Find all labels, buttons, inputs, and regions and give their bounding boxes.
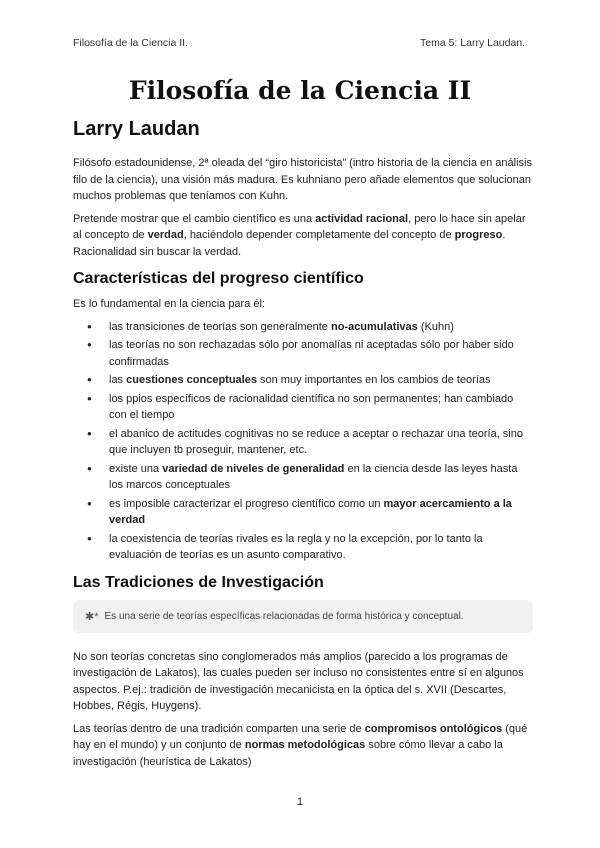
page-number: 1 [296, 796, 304, 808]
emphasis-text: verdad [147, 229, 184, 241]
page-content [73, 118, 533, 776]
list-item: ● es imposible caracterizar el progreso científico como un mayor acercamiento a la verdad [73, 496, 533, 529]
list-item: ● las teorías no son rechazadas sólo por anomalías ni aceptadas sólo por haber sido confirmadas [73, 337, 533, 370]
list-item: ● existe una variedad de niveles de generalidad en la ciencia desde las leyes hasta los marcos conceptuales [73, 461, 533, 494]
asterisk-icon: ✱* [85, 610, 99, 623]
list-item: ● el abanico de actitudes cognitivas no se reduce a aceptar o rechazar una teoría, sino que incluyen tb proseguir, mantener, etc. [73, 426, 533, 459]
running-header-left: Filosofía de la Ciencia II. [73, 37, 188, 49]
emphasis-text: no-acumulativas [330, 320, 418, 333]
running-header-right: Tema 5: Larry Laudan. [420, 37, 526, 49]
intro-paragraph-2: Pretende mostrar que el cambio científico es una actividad racional, pero lo hace sin apelar al concepto de verdad, haciéndolo depender completamente del concepto de progreso. Racionalidad sin buscar la verdad. [73, 212, 526, 258]
traditions-paragraph-1: No son teorías concretas sino conglomerados más amplios (parecido a los programas de investigación de Lakatos), las cuales pueden ser incluso no consistentes entre sí en algunos aspectos. P.ej.: tradición de investigación mecanicista en la óptica del s. XVII (Descartes, Hobbes, Régis, Huygens). [73, 650, 524, 712]
progress-lead: Es lo fundamental en la ciencia para él: [73, 298, 266, 310]
list-item: ● los ppios específicos de racionalidad científica no son permanentes; han cambiado con el tiempo [73, 391, 533, 424]
traditions-heading: Las Tradiciones de Investigación [73, 573, 324, 591]
emphasis-text: cuestiones conceptuales [126, 374, 257, 386]
traditions-paragraph-2: Las teorías dentro de una tradición comparten una serie de compromisos ontológicos (qué hay en el mundo) y un conjunto de normas metodológicas sobre cómo llevar a cabo la investigación (heurística de Lakatos) [73, 722, 528, 768]
emphasis-text: variedad de niveles de generalidad [162, 462, 345, 475]
section-title: Larry Laudan [73, 118, 200, 140]
progress-list [73, 319, 533, 564]
list-item: ● las transiciones de teorías son generalmente no-acumulativas (Kuhn) [73, 319, 533, 336]
intro-paragraph-1: Filósofo estadounidense, 2ª oleada del “giro historicista” (intro historia de la ciencia en análisis filo de la ciencia), una visión más madura. Es kuhniano pero añade elementos que solucionan muchos problemas que teníamos con Kuhn. [73, 157, 532, 202]
emphasis-text: progreso [454, 229, 503, 241]
callout-text: Es una serie de teorías específicas relacionadas de forma histórica y conceptual. [104, 610, 464, 622]
emphasis-text: actividad racional [315, 212, 409, 225]
callout-box [73, 600, 533, 633]
emphasis-text: normas metodológicas [244, 739, 366, 751]
list-item: ● la coexistencia de teorías rivales es la regla y no la excepción, por lo tanto la evaluación de teorías es un asunto comparativo. [73, 531, 533, 564]
document-title: Filosofía de la Ciencia II [128, 76, 472, 105]
progress-heading: Características del progreso científico [73, 270, 364, 287]
list-item: ● las cuestiones conceptuales son muy importantes en los cambios de teorías [73, 372, 533, 389]
emphasis-text: mayor acercamiento a la verdad [109, 497, 512, 526]
emphasis-text: compromisos ontológicos [364, 722, 503, 735]
